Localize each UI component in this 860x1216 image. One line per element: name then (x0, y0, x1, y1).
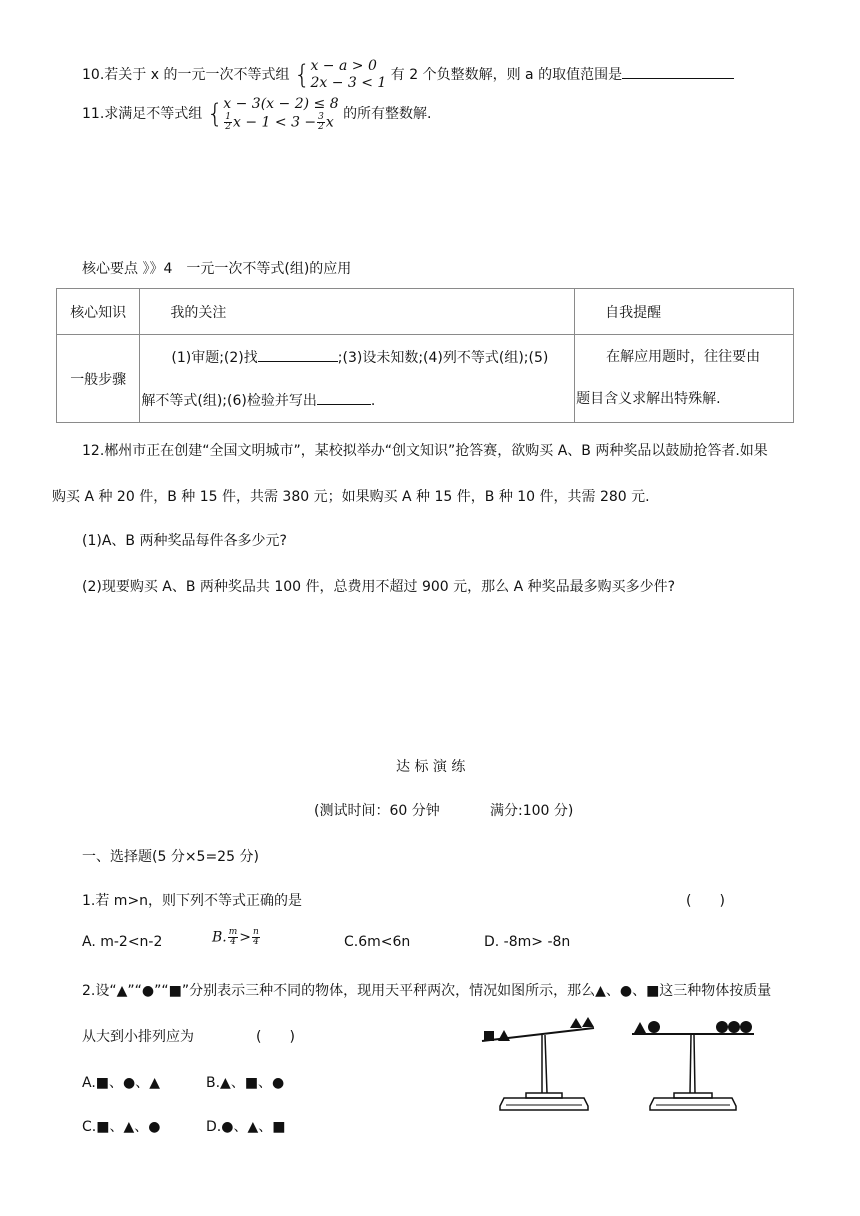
q10-answer-blank[interactable] (622, 64, 734, 79)
q2-answer-paren[interactable]: ( ) (256, 1029, 295, 1045)
q10-suffix: 有 2 个负整数解，则 a 的取值范围是 (390, 67, 623, 83)
q1-option-c[interactable]: C.6m<6n (344, 934, 411, 950)
question-11 (82, 96, 432, 132)
exercise-title: 达 标 演 练 (396, 759, 466, 775)
q11-inequality-system (207, 96, 339, 132)
q11-line1: x − 3(x − 2) ≤ 8 (223, 96, 339, 112)
q2-line1: 2.设“▲”“●”“■”分别表示三种不同的物体，现用天平秤两次，情况如图所示，那么▲、●、■这三种物体按质量 (82, 983, 772, 999)
q12-line1: 12.郴州市正在创建“全国文明城市”，某校拟举办“创文知识”抢答赛，欲购买 A、B 两种奖品以鼓励抢答者.如果 (82, 443, 768, 459)
balance-scale-1-icon (476, 1008, 598, 1116)
brace-icon: { (206, 99, 224, 129)
exercise-time: (测试时间：60 分钟 (314, 803, 440, 819)
q11-text: 11.求满足不等式组 (82, 106, 203, 122)
fraction: $\frac{1}{2}$ (225, 112, 231, 132)
q2-option-c[interactable]: C.■、▲、● (82, 1119, 161, 1135)
q1-answer-paren[interactable]: ( ) (686, 893, 725, 909)
section-title: 核心要点 》》4 一元一次不等式(组)的应用 (82, 261, 352, 277)
table-header-focus: 我的关注 (140, 289, 575, 335)
q11-line2: $\frac{1}{2}$ x − 1 < 3 − $\frac{3}{2}$ x (225, 112, 334, 132)
fraction: $\frac{m}{4}$ (228, 927, 238, 947)
q12-sub2: (2)现要购买 A、B 两种奖品共 100 件，总费用不超过 900 元，那么 A 种奖品最多购买多少件? (82, 579, 676, 595)
fraction: $\frac{n}{4}$ (253, 927, 259, 947)
exercise-score: 满分:100 分) (490, 803, 574, 819)
table-cell-reminder: 在解应用题时，往往要由 题目含义求解出特殊解. (575, 335, 794, 423)
fraction: $\frac{3}{2}$ (318, 112, 324, 132)
q2-option-b[interactable]: B.▲、■、● (206, 1075, 285, 1091)
q1-option-a[interactable]: A. m-2<n-2 (82, 934, 163, 950)
blank-write[interactable] (317, 390, 371, 405)
q1-option-b[interactable]: B. $\frac{m}{4}$ > $\frac{n}{4}$ (212, 927, 259, 947)
part-one-title: 一、选择题(5 分×5=25 分) (82, 849, 259, 865)
table-header-reminder: 自我提醒 (575, 289, 794, 335)
q12-line2: 购买 A 种 20 件，B 种 15 件，共需 380 元；如果购买 A 种 15 件，B 种 10 件，共需 280 元. (52, 489, 650, 505)
q10-inequality-system (294, 58, 386, 92)
balance-scale-2-icon (628, 1008, 758, 1116)
q1-option-d[interactable]: D. -8m> -8n (484, 934, 571, 950)
q10-line1: x − a > 0 (310, 58, 377, 74)
brace-icon: { (293, 60, 311, 90)
question-10 (82, 58, 734, 92)
q12-sub1: (1)A、B 两种奖品每件各多少元? (82, 533, 287, 549)
blank-find[interactable] (258, 347, 338, 362)
q2-option-d[interactable]: D.●、▲、■ (206, 1119, 286, 1135)
q2-line2: 从大到小排列应为 (82, 1029, 194, 1045)
q10-text: 10.若关于 x 的一元一次不等式组 (82, 67, 290, 83)
table-header-knowledge: 核心知识 (57, 289, 140, 335)
q1-stem: 1.若 m>n，则下列不等式正确的是 (82, 893, 303, 909)
table-cell-focus: (1)审题;(2)找 ;(3)设未知数;(4)列不等式(组);(5) 解不等式(组);(6)检验并写出 . (140, 335, 575, 423)
q2-option-a[interactable]: A.■、●、▲ (82, 1075, 160, 1091)
key-points-table (56, 288, 794, 423)
q11-suffix: 的所有整数解. (343, 106, 432, 122)
q10-line2: 2x − 3 < 1 (310, 75, 387, 91)
table-row-label: 一般步骤 (57, 335, 140, 423)
